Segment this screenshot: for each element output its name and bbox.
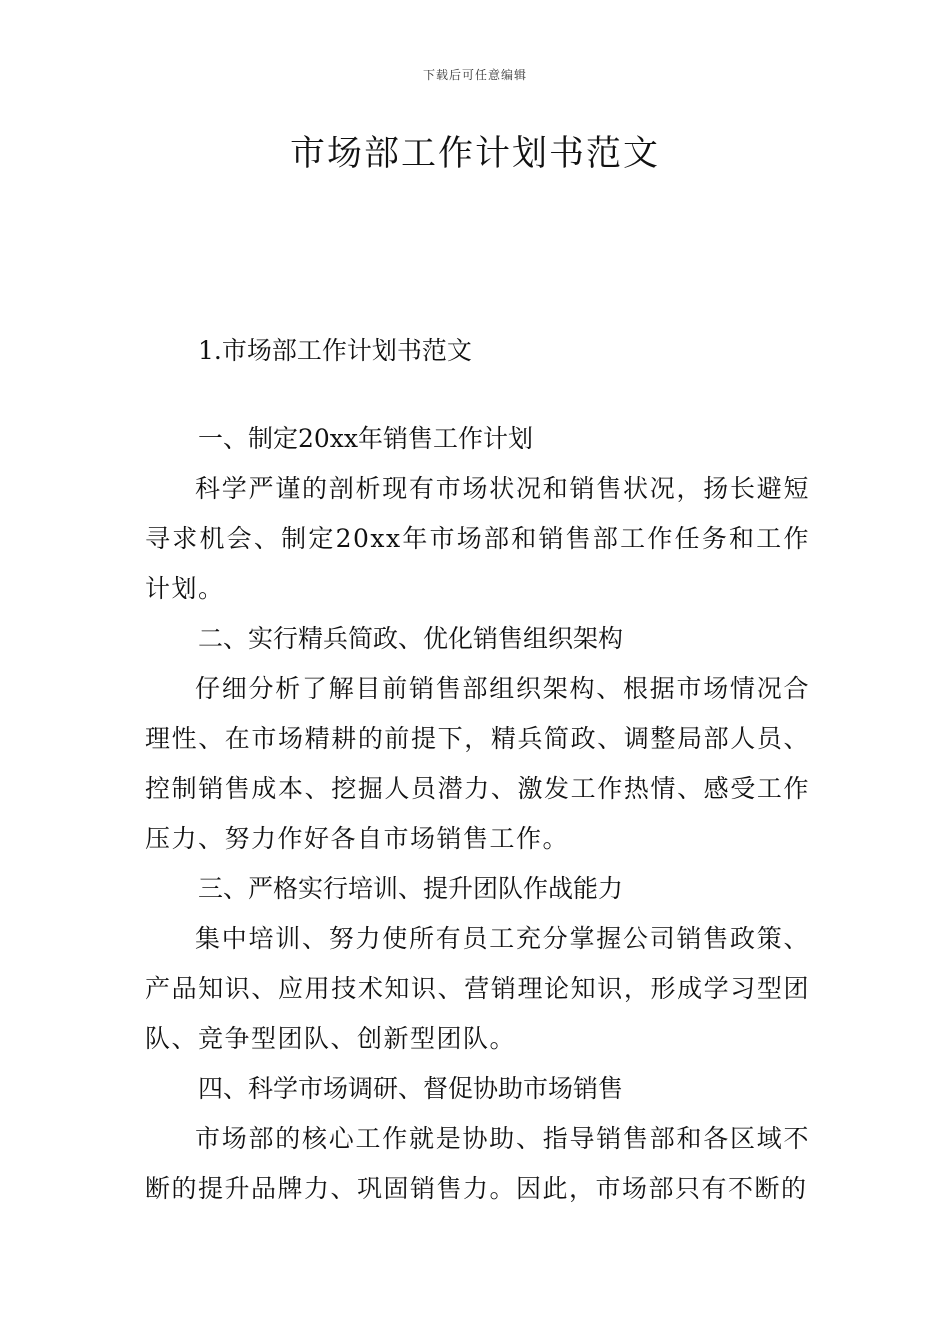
section-paragraph-2: 仔细分析了解目前销售部组织架构、根据市场情况合理性、在市场精耕的前提下，精兵简政、调整局部人员、控制销售成本、挖掘人员潜力、激发工作热情、感受工作压力、努力作好各自市场销售工作。 bbox=[145, 674, 810, 853]
document-body bbox=[145, 326, 810, 1214]
section-heading-1: 一、制定20xx年销售工作计划 bbox=[198, 424, 534, 453]
spacer bbox=[145, 376, 810, 414]
section-heading-3: 三、严格实行培训、提升团队作战能力 bbox=[198, 874, 624, 903]
document-title: 市场部工作计划书范文 bbox=[289, 134, 660, 174]
section-paragraph-1: 科学严谨的剖析现有市场状况和销售状况，扬长避短寻求机会、制定20xx年市场部和销售部工作任务和工作计划。 bbox=[145, 474, 810, 603]
section-heading-4: 四、科学市场调研、督促协助市场销售 bbox=[198, 1074, 624, 1103]
section-paragraph-4: 市场部的核心工作就是协助、指导销售部和各区域不断的提升品牌力、巩固销售力。因此，市场部只有不断的 bbox=[145, 1124, 810, 1203]
header-note: 下载后可任意编辑 bbox=[422, 68, 527, 82]
section-heading-2: 二、实行精兵简政、优化销售组织架构 bbox=[198, 624, 624, 653]
section-paragraph-3: 集中培训、努力使所有员工充分掌握公司销售政策、产品知识、应用技术知识、营销理论知识，形成学习型团队、竞争型团队、创新型团队。 bbox=[145, 924, 810, 1053]
section-subtitle: 1.市场部工作计划书范文 bbox=[198, 336, 472, 365]
